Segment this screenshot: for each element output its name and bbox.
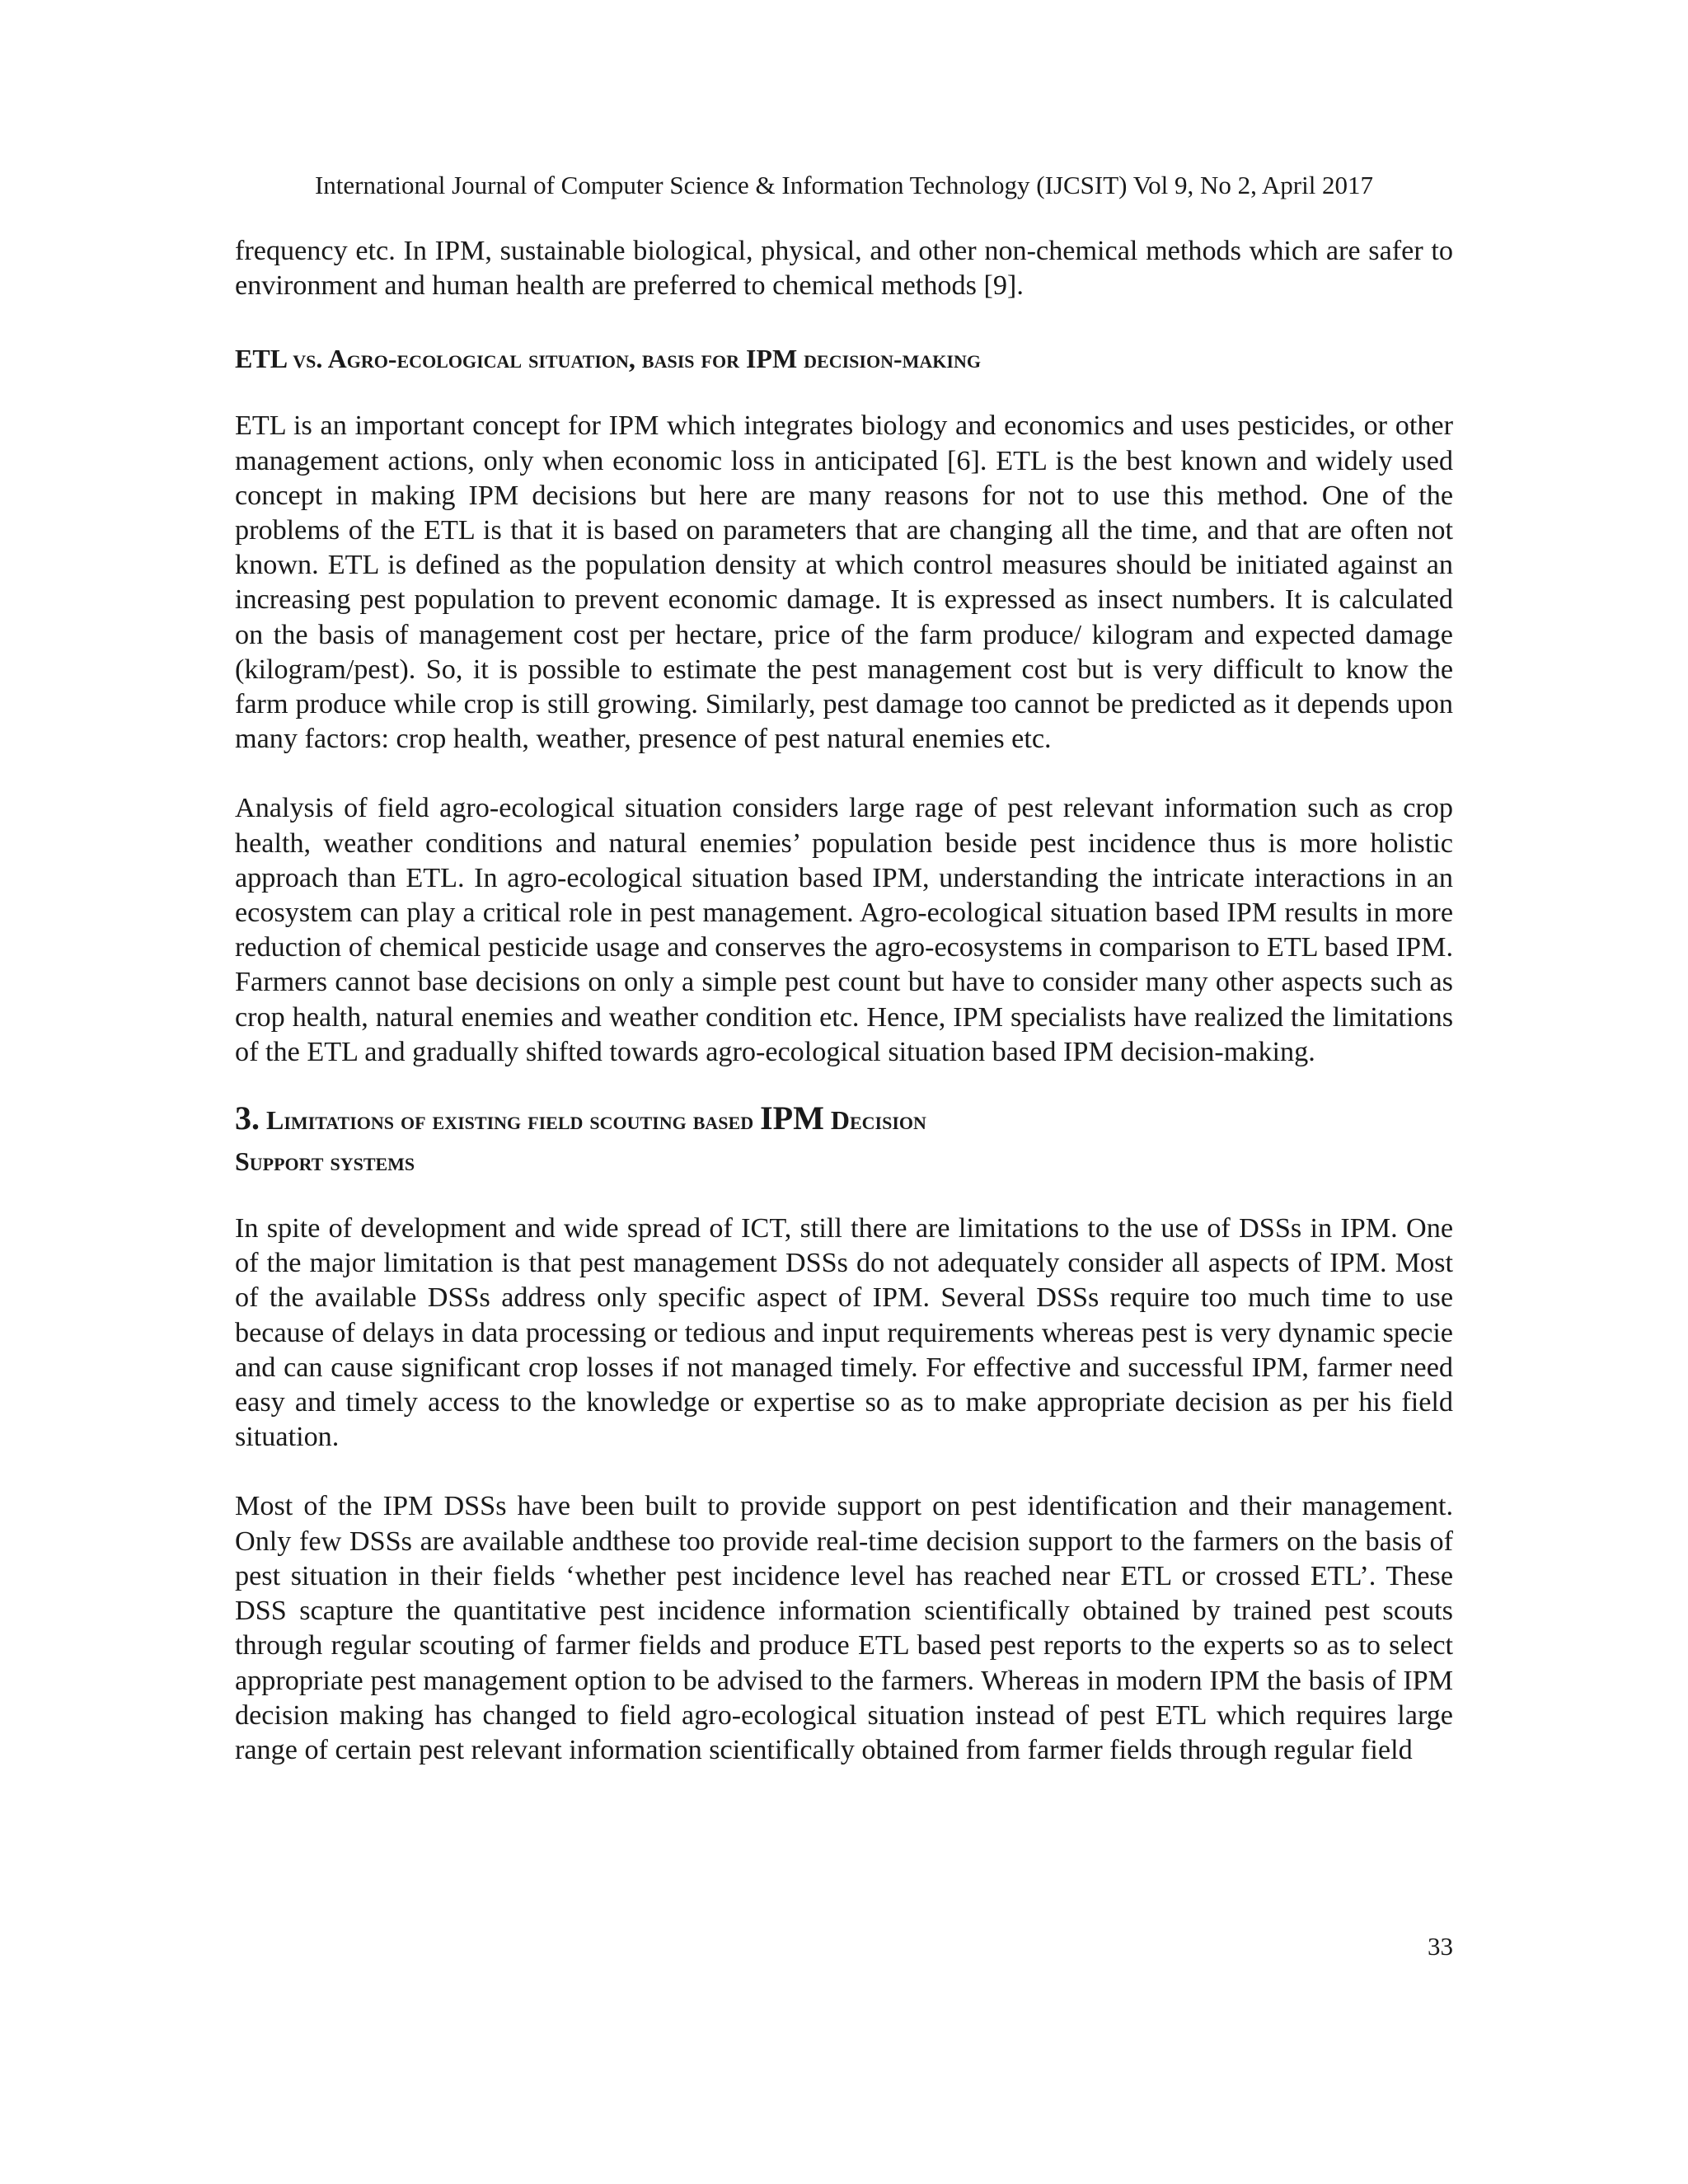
heading-section-3-line2: Support systems <box>235 1146 415 1177</box>
heading-section-3-part2: Decision <box>830 1105 926 1136</box>
paragraph-intro-tail: frequency etc. In IPM, sustainable biological, physical, and other non-chemical methods which are safer to environment and human health are preferred to chemical methods [9]. <box>235 236 1453 302</box>
page-number: 33 <box>1428 1932 1453 1961</box>
paragraph-agro-ecological-analysis: Analysis of field agro-ecological situation considers large rage of pest relevant information such as crop health, weather conditions and natural enemies’ population beside pest incidence thus is more holistic approach than ETL. In agro-ecological situation based IPM, understanding the intricate interactions in an ecosystem can play a critical role in pest management. Agro-ecological situation based IPM results in more reduction of chemical pesticide usage and conserves the agro-ecosystems in comparison to ETL based IPM. Farmers cannot base decisions on only a simple pest count but have to consider many other aspects such as crop health, natural enemies and weather condition etc. Hence, IPM specialists have realized the limitations of the ETL and gradually shifted towards agro-ecological situation based IPM decision-making. <box>235 793 1453 1067</box>
heading-etl-vs-agro-ecological: ETL vs. Agro-ecological situation, basis for IPM decision-making <box>235 344 981 374</box>
paragraph-etl-concept: ETL is an important concept for IPM which integrates biology and economics and uses pesticides, or other management actions, only when economic loss in anticipated [6]. ETL is the best known and widely used concept in making IPM decisions but here are many reasons for not to use this method. One of the problems of the ETL is that it is based on parameters that are changing all the time, and that are often not known. ETL is defined as the population density at which control measures should be initiated against an increasing pest population to prevent economic damage. It is expressed as insect numbers. It is calculated on the basis of management cost per hectare, price of the farm produce/ kilogram and expected damage (kilogram/pest). So, it is possible to estimate the pest management cost but is very difficult to know the farm produce while crop is still growing. Similarly, pest damage too cannot be predicted as it depends upon many factors: crop health, weather, presence of pest natural enemies etc. <box>235 410 1453 755</box>
paragraph-dss-limitations: In spite of development and wide spread of ICT, still there are limitations to the use of DSSs in IPM. One of the major limitation is that pest management DSSs do not adequately consider all aspects of IPM. Most of the available DSSs address only specific aspect of IPM. Several DSSs require too much time to use because of delays in data processing or tedious and input requirements whereas pest is very dynamic specie and can cause significant crop losses if not managed timely. For effective and successful IPM, farmer need easy and timely access to the knowledge or expertise so as to make appropriate decision as per his field situation. <box>235 1213 1453 1453</box>
paragraph-ipm-dss-overview: Most of the IPM DSSs have been built to provide support on pest identification and their management. Only few DSSs are available andthese too provide real-time decision support to the farmers on the basis of pest situation in their fields ‘whether pest incidence level has reached near ETL or crossed ETL’. These DSS scapture the quantitative pest incidence information scientifically obtained by trained pest scouts through regular scouting of farmer fields and produce ETL based pest reports to the experts so as to select appropriate pest management option to be advised to the farmers. Whereas in modern IPM the basis of IPM decision making has changed to field agro-ecological situation instead of pest ETL which requires large range of certain pest relevant information scientifically obtained from farmer fields through regular field <box>235 1491 1453 1765</box>
heading-section-3-ipm: IPM <box>760 1099 824 1137</box>
page-body <box>235 234 1453 1768</box>
heading-section-3 <box>235 1098 1453 1182</box>
heading-section-3-part1: Limitations of existing field scouting based <box>266 1105 754 1136</box>
running-header: International Journal of Computer Science & Information Technology (IJCSIT) Vol 9, No 2, April 2017 <box>314 171 1374 199</box>
heading-section-3-number: 3. <box>235 1099 260 1137</box>
